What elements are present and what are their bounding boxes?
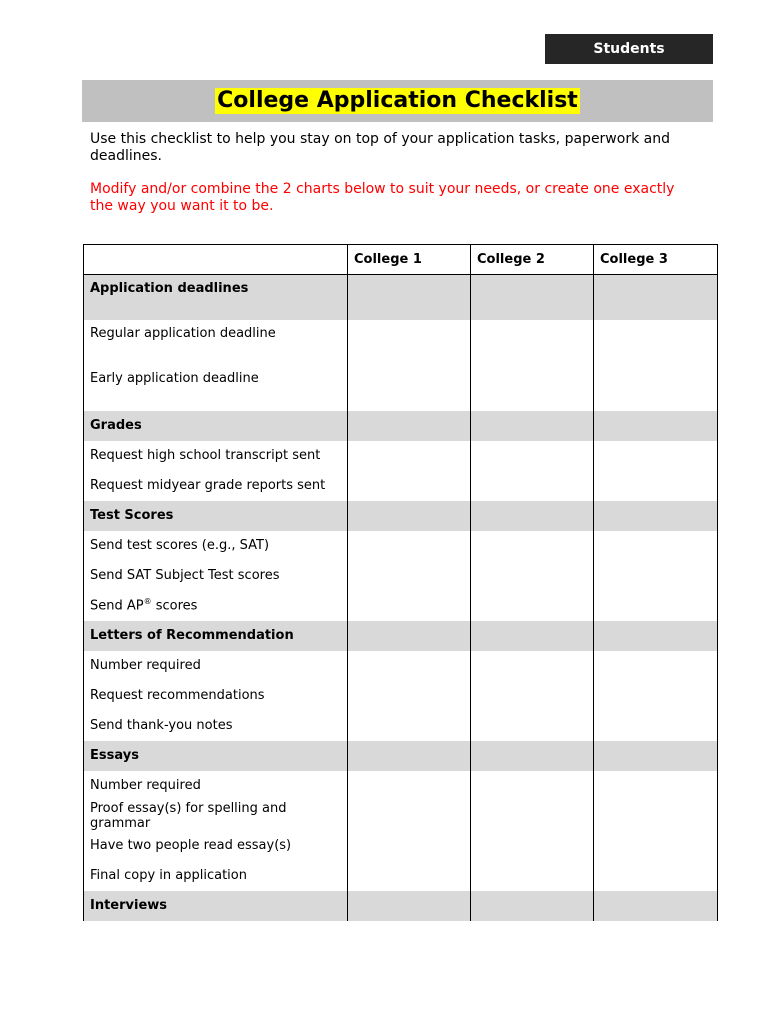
college-1-cell[interactable] — [348, 621, 471, 651]
row-label: Send SAT Subject Test scores — [84, 561, 348, 591]
row-label-suffix: scores — [151, 598, 198, 614]
college-3-cell[interactable] — [594, 861, 718, 891]
intro-text: Use this checklist to help you stay on top of your application tasks, paperwork and deadlines. — [90, 131, 670, 164]
college-1-cell[interactable] — [348, 320, 471, 365]
row-label: Send test scores (e.g., SAT) — [84, 531, 348, 561]
college-1-cell[interactable] — [348, 831, 471, 861]
college-1-cell[interactable] — [348, 365, 471, 411]
college-1-cell[interactable] — [348, 651, 471, 681]
row-label — [84, 591, 348, 621]
title-band — [82, 80, 713, 122]
row-label: Request recommendations — [84, 681, 348, 711]
college-2-cell[interactable] — [471, 891, 594, 921]
college-1-cell[interactable] — [348, 501, 471, 531]
college-1-cell[interactable] — [348, 771, 471, 801]
table-row — [84, 531, 718, 561]
header-college-2: College 2 — [471, 245, 594, 275]
college-2-cell[interactable] — [471, 275, 594, 320]
college-1-cell[interactable] — [348, 275, 471, 320]
college-2-cell[interactable] — [471, 651, 594, 681]
college-2-cell[interactable] — [471, 681, 594, 711]
table-row — [84, 591, 718, 621]
college-2-cell[interactable] — [471, 441, 594, 471]
college-1-cell[interactable] — [348, 561, 471, 591]
row-label: Proof essay(s) for spelling and grammar — [84, 801, 348, 831]
college-3-cell[interactable] — [594, 711, 718, 741]
table-row — [84, 831, 718, 861]
college-2-cell[interactable] — [471, 711, 594, 741]
college-3-cell[interactable] — [594, 831, 718, 861]
section-row-test-scores — [84, 501, 718, 531]
college-1-cell[interactable] — [348, 471, 471, 501]
college-3-cell[interactable] — [594, 741, 718, 771]
college-3-cell[interactable] — [594, 365, 718, 411]
college-2-cell[interactable] — [471, 531, 594, 561]
college-3-cell[interactable] — [594, 275, 718, 320]
college-1-cell[interactable] — [348, 591, 471, 621]
college-2-cell[interactable] — [471, 831, 594, 861]
row-label: Final copy in application — [84, 861, 348, 891]
college-1-cell[interactable] — [348, 801, 471, 831]
college-2-cell[interactable] — [471, 365, 594, 411]
college-2-cell[interactable] — [471, 501, 594, 531]
college-3-cell[interactable] — [594, 891, 718, 921]
college-3-cell[interactable] — [594, 501, 718, 531]
college-3-cell[interactable] — [594, 320, 718, 365]
college-2-cell[interactable] — [471, 471, 594, 501]
row-label: Grades — [84, 411, 348, 441]
row-label: Letters of Recommendation — [84, 621, 348, 651]
college-3-cell[interactable] — [594, 771, 718, 801]
row-label: Application deadlines — [84, 275, 348, 320]
table-row — [84, 681, 718, 711]
section-row-letters-of-recommendation — [84, 621, 718, 651]
college-1-cell[interactable] — [348, 411, 471, 441]
section-row-interviews — [84, 891, 718, 921]
table-row — [84, 441, 718, 471]
table-row — [84, 320, 718, 365]
college-1-cell[interactable] — [348, 711, 471, 741]
college-1-cell[interactable] — [348, 891, 471, 921]
row-label: Number required — [84, 651, 348, 681]
college-3-cell[interactable] — [594, 531, 718, 561]
college-3-cell[interactable] — [594, 411, 718, 441]
table-row — [84, 711, 718, 741]
students-badge: Students — [545, 34, 713, 64]
college-3-cell[interactable] — [594, 441, 718, 471]
section-row-application-deadlines — [84, 275, 718, 320]
college-3-cell[interactable] — [594, 651, 718, 681]
header-college-3: College 3 — [594, 245, 718, 275]
section-row-essays — [84, 741, 718, 771]
college-3-cell[interactable] — [594, 801, 718, 831]
row-label: Test Scores — [84, 501, 348, 531]
college-2-cell[interactable] — [471, 861, 594, 891]
college-2-cell[interactable] — [471, 591, 594, 621]
row-label: Early application deadline — [84, 365, 348, 411]
college-2-cell[interactable] — [471, 411, 594, 441]
row-label: Essays — [84, 741, 348, 771]
table-row — [84, 561, 718, 591]
section-row-grades — [84, 411, 718, 441]
college-2-cell[interactable] — [471, 320, 594, 365]
college-3-cell[interactable] — [594, 591, 718, 621]
row-label: Have two people read essay(s) — [84, 831, 348, 861]
row-label-text: Send AP — [90, 598, 144, 614]
row-label: Send thank-you notes — [84, 711, 348, 741]
checklist-table — [83, 244, 718, 921]
table-row — [84, 771, 718, 801]
college-1-cell[interactable] — [348, 441, 471, 471]
row-label: Request high school transcript sent — [84, 441, 348, 471]
row-label: Number required — [84, 771, 348, 801]
college-1-cell[interactable] — [348, 681, 471, 711]
table-row — [84, 801, 718, 831]
table-row — [84, 651, 718, 681]
college-1-cell[interactable] — [348, 741, 471, 771]
college-2-cell[interactable] — [471, 801, 594, 831]
college-2-cell[interactable] — [471, 621, 594, 651]
instruction-note: Modify and/or combine the 2 charts below to suit your needs, or create one exactly the way you want it to be. — [90, 181, 675, 214]
header-college-1: College 1 — [348, 245, 471, 275]
row-label: Request midyear grade reports sent — [84, 471, 348, 501]
registered-mark: ® — [143, 597, 152, 607]
row-label: Interviews — [84, 891, 348, 921]
table-row — [84, 471, 718, 501]
college-3-cell[interactable] — [594, 681, 718, 711]
table-row — [84, 365, 718, 411]
row-label: Regular application deadline — [84, 320, 348, 365]
table-header-row — [84, 245, 718, 275]
college-3-cell[interactable] — [594, 561, 718, 591]
college-2-cell[interactable] — [471, 561, 594, 591]
page-title: College Application Checklist — [217, 88, 578, 113]
college-1-cell[interactable] — [348, 531, 471, 561]
college-2-cell[interactable] — [471, 771, 594, 801]
college-3-cell[interactable] — [594, 621, 718, 651]
college-2-cell[interactable] — [471, 741, 594, 771]
table-row — [84, 861, 718, 891]
college-3-cell[interactable] — [594, 471, 718, 501]
college-1-cell[interactable] — [348, 861, 471, 891]
header-blank — [84, 245, 348, 275]
